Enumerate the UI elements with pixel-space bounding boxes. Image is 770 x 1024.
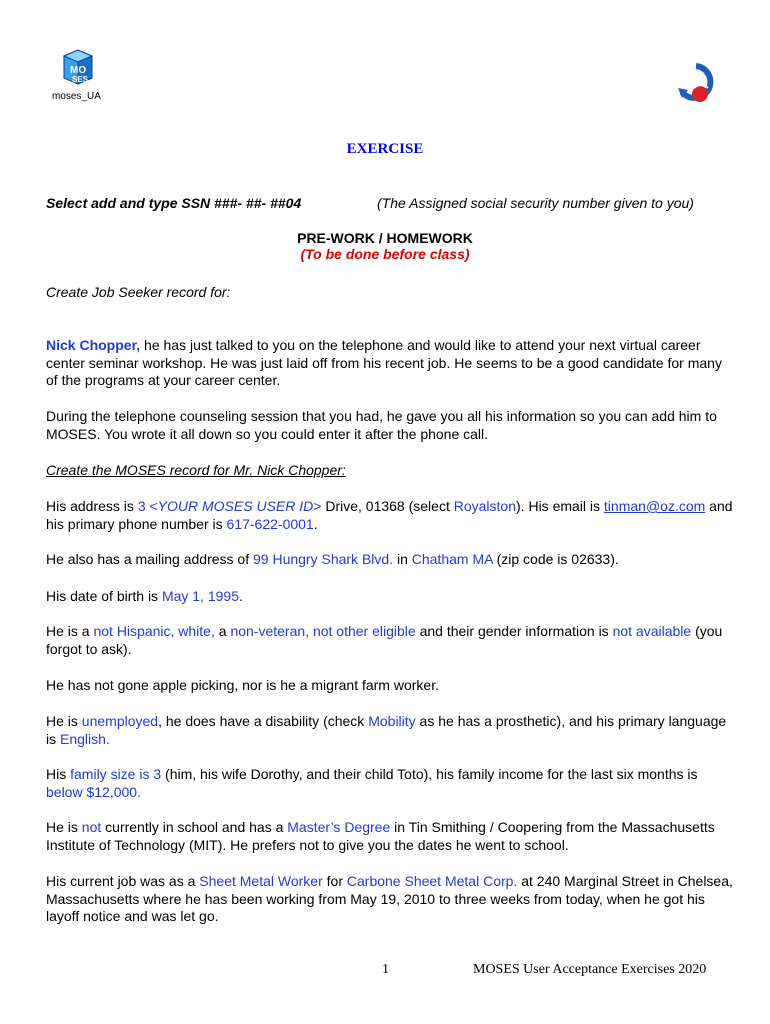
mailing-city: Chatham MA	[411, 551, 493, 567]
address-text: ). His email is	[516, 498, 604, 514]
employer-name: Carbone Sheet Metal Corp.	[346, 873, 518, 889]
exercise-title: EXERCISE	[346, 141, 424, 157]
dob-text: His date of birth is	[46, 588, 162, 604]
moses-cube-icon	[60, 48, 96, 86]
veteran-status: non-veteran, not other eligible	[230, 623, 416, 639]
address-city: Royalston	[453, 498, 517, 514]
footer-doc-title: MOSES User Acceptance Exercises 2020	[473, 962, 707, 977]
employment-text: , he does have a disability (check	[158, 713, 369, 729]
svg-text:SES: SES	[72, 75, 89, 84]
svg-text:MO: MO	[70, 65, 87, 76]
counseling-paragraph: During the telephone counseling session that you had, he gave you all his information so you can add him to MOSES. You wrote it all down so you could enter it after the phone call.	[46, 408, 717, 442]
employment-paragraph	[46, 713, 736, 748]
school-status: not	[81, 819, 102, 835]
prework-heading-block	[0, 230, 770, 262]
employment-text: He is	[46, 713, 82, 729]
disability-type: Mobility	[368, 713, 416, 729]
dob-value: May 1, 1995	[161, 588, 239, 604]
ethnicity-text: He is a	[46, 623, 94, 639]
mailing-paragraph	[46, 551, 736, 569]
prework-heading: PRE-WORK / HOMEWORK	[297, 230, 473, 246]
address-number: 3 <	[137, 498, 158, 514]
ssn-instruction-line	[46, 195, 736, 211]
ethnicity-text: and their gender information is	[415, 623, 613, 639]
address-user-id: YOUR MOSES USER ID	[157, 498, 314, 514]
family-size: family size is 3	[70, 766, 162, 782]
create-record-heading: Create the MOSES record for Mr. Nick Chopper:	[46, 462, 346, 478]
mailing-text: in	[393, 551, 412, 567]
language-value: English.	[60, 730, 110, 747]
employment-text: as he has a prosthetic), and his primary language is	[46, 713, 727, 747]
mailing-street: 99 Hungry Shark Blvd.	[253, 551, 394, 567]
address-text: and his primary phone number is	[46, 498, 733, 532]
job-text: for	[322, 873, 347, 889]
family-paragraph	[46, 766, 736, 801]
create-for-label: Create Job Seeker record for:	[46, 284, 231, 300]
family-income: below $12,000.	[46, 783, 141, 800]
ssn-instruction: Select add and type SSN ###- ##- ##04	[46, 195, 302, 211]
school-paragraph	[46, 819, 736, 854]
ethnicity-text: (you forgot to ask).	[46, 623, 723, 657]
address-bracket: >	[313, 498, 326, 514]
mailing-text: (zip code is 02633).	[492, 551, 619, 567]
dob-paragraph	[46, 588, 736, 606]
prework-subheading: (To be done before class)	[300, 246, 470, 262]
school-text: He is	[46, 819, 82, 835]
desktop-shortcut-label: moses_UA	[52, 91, 101, 102]
family-text: His	[46, 766, 71, 782]
degree-value: Master’s Degree	[287, 819, 391, 835]
page-number: 1	[382, 962, 389, 977]
school-text: in Tin Smithing / Coopering from the Massachusetts Institute of Technology (MIT). He prefers not to give you the dates he went to school.	[46, 819, 715, 853]
address-text: .	[313, 515, 318, 532]
dob-text: .	[239, 588, 243, 604]
ethnicity-text: a	[214, 623, 231, 639]
intro-text: he has just talked to you on the telephone and would like to attend your next virtual career center seminar workshop. He was just laid off from his recent job. He seems to be a good candidate for many of the programs at your career center.	[46, 337, 722, 388]
ethnicity-paragraph	[46, 623, 736, 658]
gender-value: not available	[612, 623, 692, 639]
desktop-shortcut-moses-ua[interactable]	[52, 48, 112, 102]
phone-number: 617-622-0001	[226, 515, 314, 532]
intro-paragraph	[46, 337, 736, 390]
address-text: His address is	[46, 498, 138, 514]
job-paragraph	[46, 873, 736, 926]
job-title: Sheet Metal Worker	[199, 873, 323, 889]
mailing-text: He also has a mailing address of	[46, 551, 253, 567]
moses-swirl-logo	[676, 62, 716, 108]
family-text: (him, his wife Dorothy, and their child Toto), his family income for the last six months is	[161, 766, 698, 782]
employment-status: unemployed	[81, 713, 159, 729]
person-name: Nick Chopper,	[46, 337, 141, 353]
email-link[interactable]: tinman@oz.com	[603, 498, 706, 514]
job-text: at 240 Marginal Street in Chelsea, Massachusetts where he has been working from May 19, 2010 to three weeks from today, when he got his layoff notice and was let go.	[46, 873, 733, 924]
job-text: His current job was as a	[46, 873, 200, 889]
ethnicity-value: not Hispanic, white,	[93, 623, 215, 639]
ssn-note: (The Assigned social security number given to you)	[377, 195, 694, 211]
address-text: Drive, 01368 (select	[325, 498, 454, 514]
address-paragraph	[46, 498, 736, 533]
farm-paragraph: He has not gone apple picking, nor is he a migrant farm worker.	[46, 677, 439, 693]
school-text: currently in school and has a	[101, 819, 288, 835]
